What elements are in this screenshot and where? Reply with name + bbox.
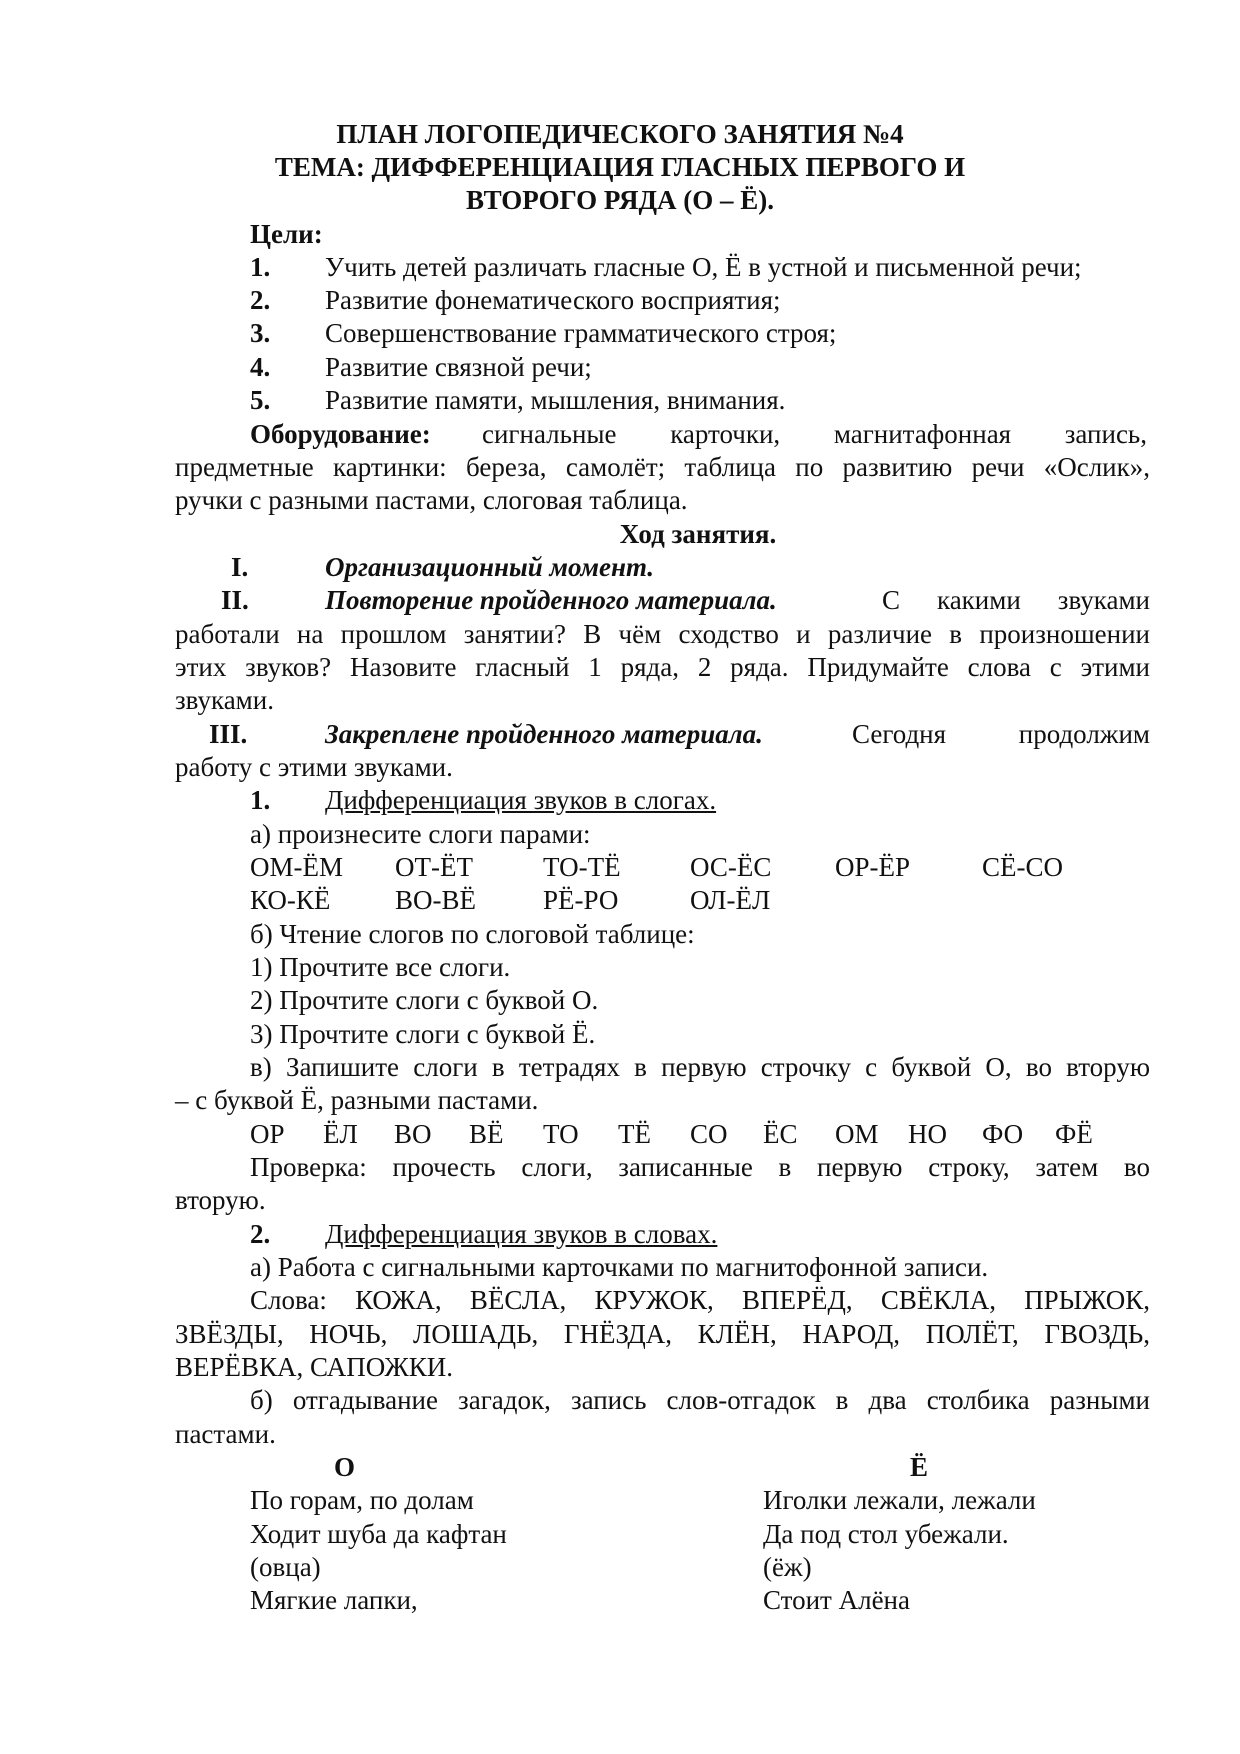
- riddle-yo-line: Иголки лежали, лежали: [763, 1485, 1036, 1515]
- column-o-header: О: [334, 1452, 356, 1482]
- section-2-words-line-3: ВЕРЁВКА, САПОЖКИ.: [175, 1352, 453, 1382]
- equipment-label: Оборудование:: [250, 419, 431, 449]
- stage-2-title: Повторение пройденного материала.: [325, 585, 777, 615]
- riddle-o-line: Мягкие лапки,: [250, 1585, 418, 1615]
- syllable: ТЁ: [618, 1119, 651, 1149]
- title-line-2: ТЕМА: ДИФФЕРЕНЦИАЦИЯ ГЛАСНЫХ ПЕРВОГО И: [274, 152, 966, 182]
- riddle-o-line: (овца): [250, 1552, 321, 1582]
- goal-text: Развитие памяти, мышления, внимания.: [325, 385, 786, 415]
- syllable: ОМ: [835, 1119, 879, 1149]
- section-1-b: б) Чтение слогов по слоговой таблице:: [250, 919, 695, 949]
- syllable-pair: СЁ-СО: [982, 852, 1063, 882]
- goal-number: 3.: [250, 318, 271, 348]
- goal-text: Совершенствование грамматического строя;: [325, 318, 837, 348]
- goal-text: Развитие связной речи;: [325, 352, 592, 382]
- section-1-check-line-2: вторую.: [175, 1185, 266, 1215]
- riddle-yo-line: Да под стол убежали.: [763, 1519, 1009, 1549]
- syllable-pair: ТО-ТЁ: [543, 852, 621, 882]
- stage-2-line-3: этих звуков? Назовите гласный 1 ряда, 2 ряда. Придумайте слова с этими: [175, 652, 1150, 682]
- section-1-a: а) произнесите слоги парами:: [250, 819, 591, 849]
- goal-text: Развитие фонематического восприятия;: [325, 285, 781, 315]
- syllable: ЁЛ: [323, 1119, 358, 1149]
- goal-number: 1.: [250, 252, 271, 282]
- syllable-pair: ОР-ЁР: [835, 852, 911, 882]
- stage-1-title: Организационный момент.: [325, 552, 655, 582]
- section-2-title: Дифференциация звуков в словах.: [325, 1219, 718, 1249]
- stage-3-title: Закреплене пройденного материала.: [325, 719, 763, 749]
- syllable: СО: [690, 1119, 728, 1149]
- stage-3-number: III.: [209, 719, 248, 749]
- section-2-number: 2.: [250, 1219, 271, 1249]
- syllable-pair: ОМ-ЁМ: [250, 852, 343, 882]
- stage-3-line-2: работу с этими звуками.: [175, 752, 453, 782]
- syllable-pair: ВО-ВЁ: [395, 885, 476, 915]
- riddle-yo-line: (ёж): [763, 1552, 812, 1582]
- syllable-pair: ОС-ЁС: [690, 852, 772, 882]
- section-1-v-line-2: – с буквой Ё, разными пастами.: [175, 1085, 539, 1115]
- goal-text: Учить детей различать гласные О, Ё в устной и письменной речи;: [325, 252, 1082, 282]
- syllable: ТО: [543, 1119, 579, 1149]
- section-1-b3: 3) Прочтите слоги с буквой Ё.: [250, 1019, 596, 1049]
- syllable: ФО: [982, 1119, 1024, 1149]
- syllable-pair: РЁ-РО: [543, 885, 619, 915]
- title-line-3: ВТОРОГО РЯДА (О – Ё).: [465, 185, 775, 215]
- section-2-b-line-2: пастами.: [175, 1419, 276, 1449]
- equipment-line-1: сигнальные карточки, магнитафонная запись,: [482, 419, 1147, 449]
- stage-2-line-1-rest: С какими звуками: [882, 585, 1150, 615]
- title-line-1: ПЛАН ЛОГОПЕДИЧЕСКОГО ЗАНЯТИЯ №4: [336, 119, 904, 149]
- syllable-pair: ОТ-ЁТ: [395, 852, 473, 882]
- stage-2-number: II.: [221, 585, 249, 615]
- riddle-o-line: По горам, по долам: [250, 1485, 474, 1515]
- riddle-o-line: Ходит шуба да кафтан: [250, 1519, 507, 1549]
- goals-heading: Цели:: [250, 219, 323, 249]
- syllable: ВЁ: [469, 1119, 504, 1149]
- section-1-title: Дифференциация звуков в слогах.: [325, 785, 717, 815]
- section-2-b-line-1: б) отгадывание загадок, запись слов-отгадок в два столбика разными: [250, 1385, 1150, 1415]
- section-2-a: а) Работа с сигнальными карточками по магнитофонной записи.: [250, 1252, 989, 1282]
- syllable: ЁС: [763, 1119, 798, 1149]
- goal-number: 4.: [250, 352, 271, 382]
- stage-3-line-1-rest: Сегодня продолжим: [852, 719, 1150, 749]
- goal-number: 2.: [250, 285, 271, 315]
- syllable: ОР: [250, 1119, 285, 1149]
- column-yo-header: Ё: [910, 1452, 929, 1482]
- equipment-line-2: предметные картинки: береза, самолёт; таблица по развитию речи «Ослик»,: [175, 452, 1150, 482]
- course-heading: Ход занятия.: [619, 519, 777, 549]
- syllable: ФЁ: [1055, 1119, 1093, 1149]
- section-1-v-line-1: в) Запишите слоги в тетрадях в первую строчку с буквой О, во вторую: [250, 1052, 1150, 1082]
- section-1-b1: 1) Прочтите все слоги.: [250, 952, 511, 982]
- equipment-line-3: ручки с разными пастами, слоговая таблица.: [175, 485, 688, 515]
- stage-2-line-2: работали на прошлом занятии? В чём сходство и различие в произношении: [175, 619, 1150, 649]
- stage-1-number: I.: [231, 552, 249, 582]
- syllable: НО: [908, 1119, 947, 1149]
- goal-number: 5.: [250, 385, 271, 415]
- section-1-number: 1.: [250, 785, 271, 815]
- riddle-yo-line: Стоит Алёна: [763, 1585, 910, 1615]
- section-1-check-line-1: Проверка: прочесть слоги, записанные в первую строку, затем во: [250, 1152, 1150, 1182]
- syllable-pair: ОЛ-ЁЛ: [690, 885, 771, 915]
- section-1-b2: 2) Прочтите слоги с буквой О.: [250, 985, 599, 1015]
- syllable-pair: КО-КЁ: [250, 885, 331, 915]
- section-2-words-line-1: Слова: КОЖА, ВЁСЛА, КРУЖОК, ВПЕРЁД, СВЁКЛА, ПРЫЖОК,: [250, 1285, 1150, 1315]
- section-2-words-line-2: ЗВЁЗДЫ, НОЧЬ, ЛОШАДЬ, ГНЁЗДА, КЛЁН, НАРОД, ПОЛЁТ, ГВОЗДЬ,: [175, 1319, 1150, 1349]
- syllable: ВО: [394, 1119, 432, 1149]
- stage-2-line-4: звуками.: [175, 685, 274, 715]
